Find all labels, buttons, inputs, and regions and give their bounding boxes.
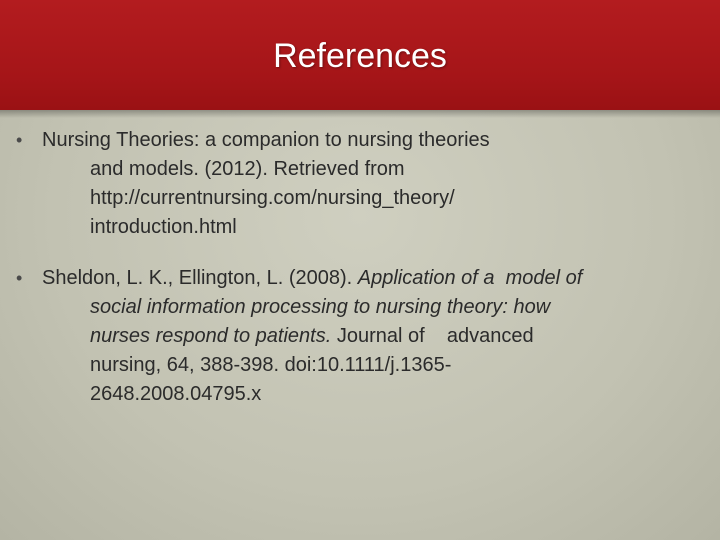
- title-banner: [0, 0, 720, 110]
- reference-item-1: [16, 126, 706, 242]
- references-list: [16, 126, 706, 431]
- reference-1-url-line-2: introduction.html: [90, 216, 237, 238]
- bullet-icon: •: [16, 268, 23, 288]
- slide-title: References: [273, 37, 447, 75]
- reference-2-title-part-1: Application of a model of: [357, 267, 583, 289]
- banner-shadow: [0, 110, 720, 118]
- bullet-icon: •: [16, 130, 23, 150]
- reference-2-line-1: [42, 264, 706, 293]
- reference-2-authors: Sheldon, L. K., Ellington, L. (2008).: [42, 267, 358, 289]
- reference-2-line-3: [42, 322, 706, 351]
- reference-1-line-2: and models. (2012). Retrieved from: [90, 158, 405, 180]
- reference-2-title-part-3: nurses respond to patients.: [90, 325, 332, 347]
- reference-2-doi-end: 2648.2008.04795.x: [90, 383, 262, 405]
- reference-item-2: [16, 264, 706, 409]
- reference-2-title-part-2: social information processing to nursing theory: how: [90, 296, 551, 318]
- reference-2-journal: Journal of advanced: [331, 325, 534, 347]
- reference-2-volume-doi: nursing, 64, 388-398. doi:10.1111/j.1365-: [90, 354, 452, 376]
- reference-1-url-line-1: http://currentnursing.com/nursing_theory/: [90, 187, 455, 209]
- reference-1-line-1: Nursing Theories: a companion to nursing theories: [42, 129, 490, 151]
